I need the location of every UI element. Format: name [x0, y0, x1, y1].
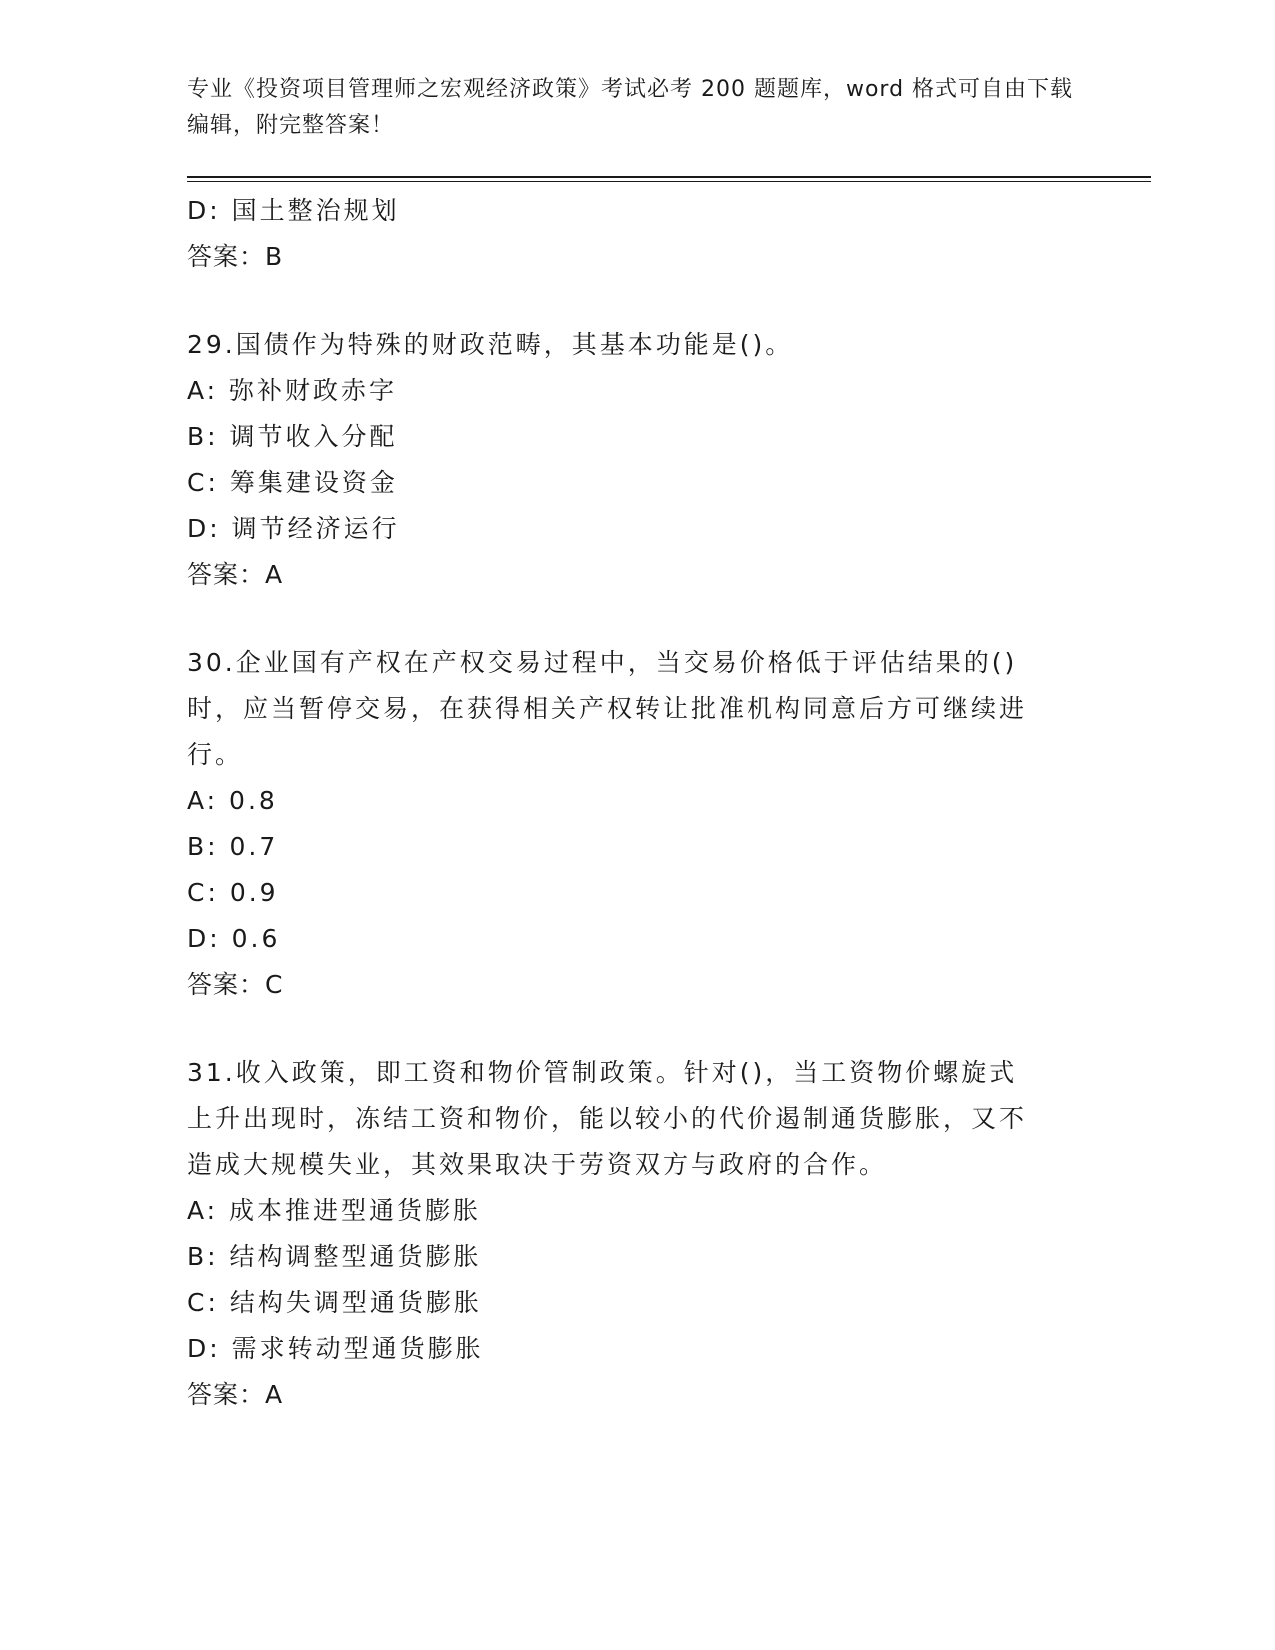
option-c: C: 结构失调型通货膨胀 [187, 1288, 482, 1317]
option-c: C: 筹集建设资金 [187, 468, 398, 497]
answer: 答案：A [187, 1380, 284, 1409]
answer: 答案：A [187, 560, 284, 589]
option-d: D: 调节经济运行 [187, 514, 400, 543]
option-a: A: 弥补财政赤字 [187, 376, 398, 405]
question-list [187, 188, 1087, 1418]
document-header: 专业《投资项目管理师之宏观经济政策》考试必考 200 题题库，word 格式可自由下载编辑，附完整答案！ [187, 77, 1074, 138]
question-stem: 30.企业国有产权在产权交易过程中，当交易价格低于评估结果的()时，应当暂停交易，在获得相关产权转让批准机构同意后方可继续进行。 [187, 648, 1028, 769]
question-31 [187, 1050, 1087, 1418]
header-divider [187, 176, 1151, 182]
question-29 [187, 322, 1087, 598]
question-30 [187, 640, 1087, 1008]
option-c: C: 0.9 [187, 878, 279, 907]
option-a: A: 0.8 [187, 786, 278, 815]
prev-option-d: D: 国土整治规划 [187, 196, 400, 225]
option-b: B: 结构调整型通货膨胀 [187, 1242, 482, 1271]
option-d: D: 需求转动型通货膨胀 [187, 1334, 484, 1363]
prev-answer: 答案：B [187, 242, 284, 271]
question-stem: 31.收入政策，即工资和物价管制政策。针对()，当工资物价螺旋式上升出现时，冻结工资和物价，能以较小的代价遏制通货膨胀，又不造成大规模失业，其效果取决于劳资双方与政府的合作。 [187, 1058, 1028, 1179]
option-b: B: 调节收入分配 [187, 422, 398, 451]
option-a: A: 成本推进型通货膨胀 [187, 1196, 482, 1225]
option-b: B: 0.7 [187, 832, 279, 861]
option-d: D: 0.6 [187, 924, 281, 953]
question-stem: 29.国债作为特殊的财政范畴，其基本功能是()。 [187, 330, 794, 359]
answer: 答案：C [187, 970, 284, 999]
